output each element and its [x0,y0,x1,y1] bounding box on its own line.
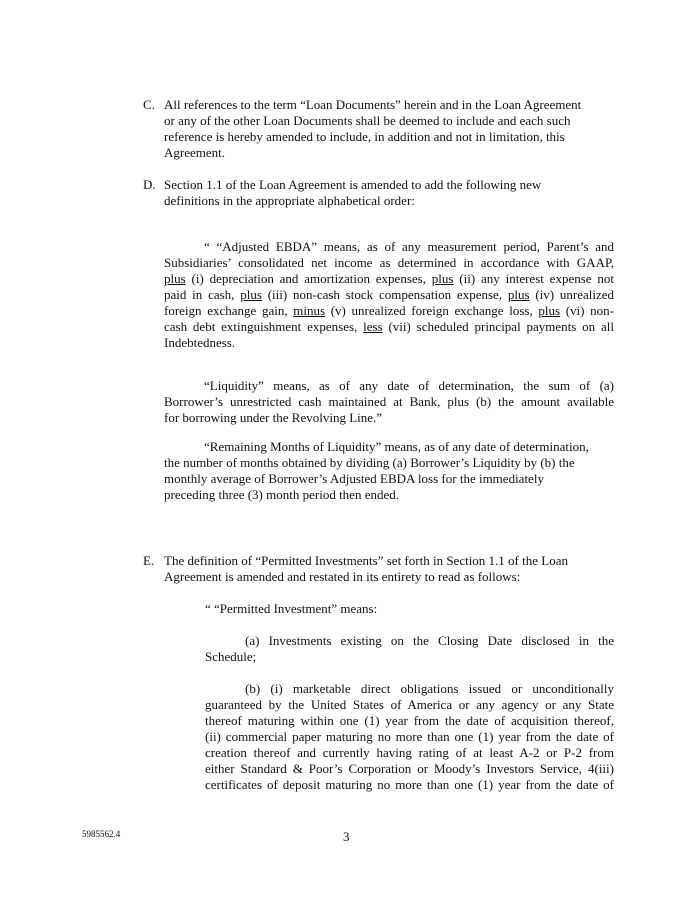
section-e-paragraph [164,553,616,585]
item-b-line-3: thereof maturing within one (1) year from the date of acquisition thereof, [205,713,614,728]
plus-term: plus [538,303,561,318]
item-a-line-1: (a) Investments existing on the Closing Date disclosed in the [245,633,614,648]
plus-term: plus [431,271,454,286]
item-b-line-7: certificates of deposit maturing no more than one (1) year from the date of [205,777,614,792]
liquidity-line-3: for borrowing under the Revolving Line.” [164,410,383,425]
section-c-line-3: reference is hereby amended to include, in addition and not in limitation, this [164,129,565,144]
document-id: 5985562.4 [82,829,121,839]
less-term: less [363,319,383,334]
liquidity-line-2: Borrower’s unrestricted cash maintained at Bank, plus (b) the amount available [164,394,614,409]
section-e-letter: E. [143,553,155,568]
item-b-line-1: (b) (i) marketable direct obligations issued or unconditionally [245,681,614,696]
section-d-line-2: definitions in the appropriate alphabetical order: [164,193,415,208]
section-c-line-2: or any of the other Loan Documents shall be deemed to include and each such [164,113,571,128]
item-b-line-2: guaranteed by the United States of America or any agency or any State [205,697,614,712]
ebda-line-3: plus (i) depreciation and amortization expenses, plus (ii) any interest expense not [164,271,614,286]
ebda-line-5: foreign exchange gain, minus (v) unrealized foreign exchange loss, plus (vi) non- [164,303,614,318]
plus-term: plus [164,271,186,286]
permitted-investment-item-a [205,633,614,665]
item-b-line-6: either Standard & Poor’s Corporation or Moody’s Investors Service, 4(iii) [205,761,614,776]
plus-term: plus [507,287,530,302]
item-b-line-5: creation thereof and currently having rating of at least A-2 or P-2 from [205,745,614,760]
permitted-investment-intro: “ “Permitted Investment” means: [205,601,378,616]
section-e-line-1: The definition of “Permitted Investments” set forth in Section 1.1 of the Loan [164,553,568,568]
remaining-line-1: “Remaining Months of Liquidity” means, as of any date of determination, [204,439,589,454]
remaining-line-4: preceding three (3) month period then ended. [164,487,399,502]
item-b-line-4: (ii) commercial paper maturing no more than one (1) year from the date of [205,729,614,744]
adjusted-ebda-definition [164,239,614,351]
liquidity-definition [164,378,614,426]
section-c-line-1: All references to the term “Loan Documents” herein and in the Loan Agreement [164,97,582,112]
ebda-line-4: paid in cash, plus (iii) non-cash stock compensation expense, plus (iv) unrealized [164,287,615,302]
section-c-letter: C. [143,97,155,112]
ebda-line-6: cash debt extinguishment expenses, less (vii) scheduled principal payments on all [164,319,614,334]
liquidity-line-1: “Liquidity” means, as of any date of determination, the sum of (a) [204,378,614,393]
section-e-line-2: Agreement is amended and restated in its entirety to read as follows: [164,569,521,584]
ebda-line-7: Indebtedness. [164,335,236,350]
section-d-line-1: Section 1.1 of the Loan Agreement is amended to add the following new [164,177,542,192]
section-c-paragraph [164,97,616,161]
ebda-line-1: “ “Adjusted EBDA” means, as of any measurement period, Parent’s and [204,239,614,254]
remaining-line-2: the number of months obtained by dividing (a) Borrower’s Liquidity by (b) the [164,455,575,470]
section-d-letter: D. [143,177,156,192]
section-d-paragraph [164,177,616,209]
remaining-line-3: monthly average of Borrower’s Adjusted EBDA loss for the immediately [164,471,544,486]
permitted-investment-item-b [205,681,614,793]
item-a-line-2: Schedule; [205,649,257,664]
minus-term: minus [293,303,326,318]
page-number: 3 [343,829,350,844]
section-c-line-4: Agreement. [164,145,226,160]
plus-term: plus [240,287,262,302]
remaining-months-definition [164,439,614,503]
ebda-line-2: Subsidiaries’ consolidated net income as determined in accordance with GAAP, [164,255,614,270]
